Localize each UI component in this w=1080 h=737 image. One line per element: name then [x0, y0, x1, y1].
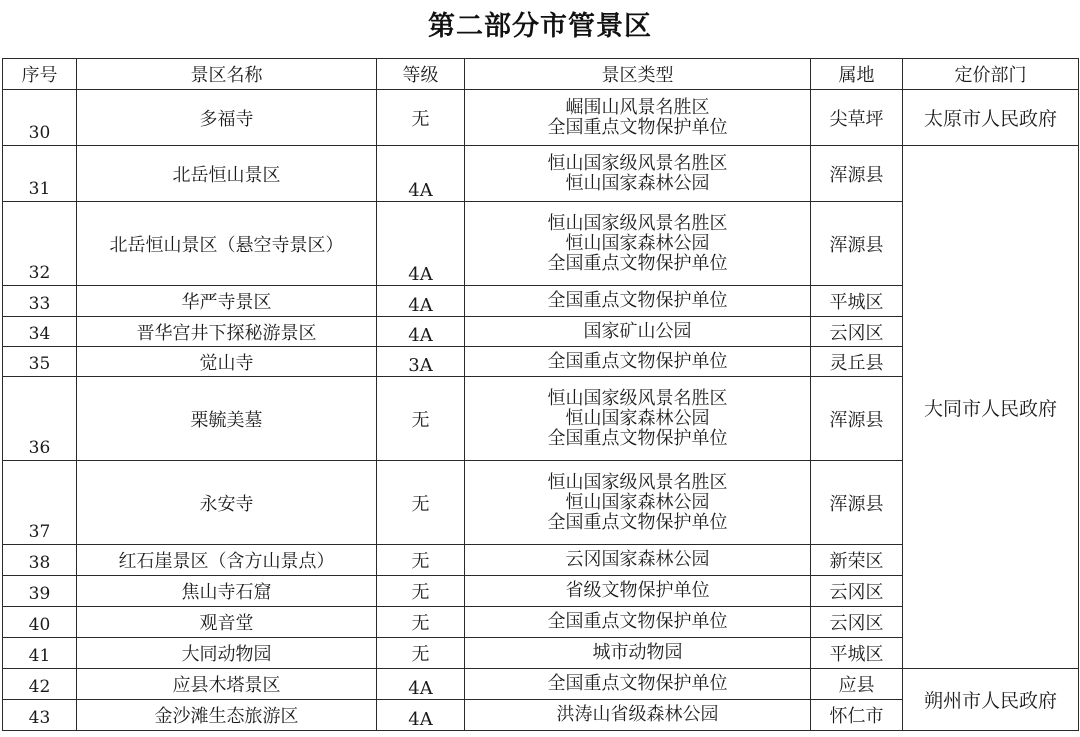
cell-location: 怀仁市 [811, 700, 903, 731]
cell-grade: 4A [377, 317, 465, 347]
scenic-type-line: 恒山国家级风景名胜区 [547, 152, 728, 174]
cell-scenic-name: 金沙滩生态旅游区 [77, 700, 377, 731]
cell-no [3, 347, 77, 377]
cell-scenic-type [465, 700, 811, 731]
cell-no [3, 545, 77, 576]
cell-scenic-type [465, 202, 811, 286]
cell-location: 浑源县 [811, 377, 903, 461]
row-number: 30 [28, 123, 51, 143]
cell-grade: 4A [377, 146, 465, 202]
row-number: 33 [28, 294, 51, 314]
scenic-type-line: 全国重点文物保护单位 [547, 511, 728, 533]
cell-scenic-name: 北岳恒山景区 [77, 146, 377, 202]
cell-scenic-type [465, 576, 811, 607]
header-location: 属地 [811, 59, 903, 90]
cell-location: 应县 [811, 669, 903, 700]
header-name: 景区名称 [77, 59, 377, 90]
cell-location: 云冈区 [811, 576, 903, 607]
cell-scenic-name: 多福寺 [77, 90, 377, 146]
cell-scenic-type [465, 461, 811, 545]
header-grade: 等级 [377, 59, 465, 90]
cell-no [3, 286, 77, 317]
cell-scenic-type [465, 638, 811, 669]
scenic-area-table [2, 58, 1079, 731]
row-number: 31 [28, 179, 51, 199]
scenic-type-line: 全国重点文物保护单位 [547, 116, 728, 138]
cell-scenic-name: 永安寺 [77, 461, 377, 545]
cell-location: 灵丘县 [811, 347, 903, 377]
cell-location: 浑源县 [811, 461, 903, 545]
row-number: 38 [28, 553, 51, 573]
cell-scenic-type [465, 347, 811, 377]
table-row [3, 669, 1079, 700]
cell-scenic-type [465, 286, 811, 317]
cell-grade: 4A [377, 700, 465, 731]
cell-location: 浑源县 [811, 202, 903, 286]
cell-no [3, 638, 77, 669]
row-number: 41 [28, 646, 51, 666]
cell-no [3, 317, 77, 347]
scenic-type-line: 崛围山风景名胜区 [565, 96, 710, 118]
row-number: 40 [28, 615, 51, 635]
cell-scenic-name: 觉山寺 [77, 347, 377, 377]
cell-no [3, 146, 77, 202]
cell-no [3, 202, 77, 286]
cell-location: 平城区 [811, 286, 903, 317]
cell-no [3, 461, 77, 545]
row-number: 32 [28, 263, 51, 283]
scenic-type-line: 洪涛山省级森林公园 [556, 704, 719, 725]
scenic-type-line: 恒山国家级风景名胜区 [547, 212, 728, 234]
scenic-type-line: 全国重点文物保护单位 [547, 290, 728, 311]
cell-grade: 4A [377, 286, 465, 317]
row-number: 36 [28, 438, 51, 458]
cell-pricing-dept: 朔州市人民政府 [903, 669, 1079, 731]
cell-scenic-type [465, 90, 811, 146]
cell-grade: 无 [377, 90, 465, 146]
cell-location: 新荣区 [811, 545, 903, 576]
cell-no [3, 669, 77, 700]
scenic-type-line: 恒山国家森林公园 [565, 232, 710, 254]
cell-no [3, 377, 77, 461]
scenic-type-line: 云冈国家森林公园 [565, 549, 710, 570]
table-row [3, 146, 1079, 202]
cell-no [3, 576, 77, 607]
cell-scenic-type [465, 545, 811, 576]
cell-grade: 无 [377, 377, 465, 461]
cell-grade: 3A [377, 347, 465, 377]
cell-scenic-name: 应县木塔景区 [77, 669, 377, 700]
cell-pricing-dept: 太原市人民政府 [903, 90, 1079, 146]
cell-grade: 无 [377, 638, 465, 669]
cell-scenic-name: 华严寺景区 [77, 286, 377, 317]
row-number: 35 [28, 354, 51, 374]
cell-grade: 无 [377, 576, 465, 607]
cell-scenic-name: 焦山寺石窟 [77, 576, 377, 607]
cell-grade: 无 [377, 607, 465, 638]
cell-scenic-type [465, 669, 811, 700]
scenic-type-line: 全国重点文物保护单位 [547, 350, 728, 372]
scenic-type-line: 国家矿山公园 [583, 320, 692, 342]
row-number: 42 [28, 677, 51, 697]
cell-grade: 4A [377, 669, 465, 700]
table-row [3, 90, 1079, 146]
row-number: 37 [28, 522, 51, 542]
cell-scenic-name: 北岳恒山景区（悬空寺景区） [77, 202, 377, 286]
scenic-type-line: 恒山国家森林公园 [565, 172, 710, 194]
cell-scenic-type [465, 146, 811, 202]
header-no: 序号 [3, 59, 77, 90]
cell-scenic-name: 晋华宫井下探秘游景区 [77, 317, 377, 347]
table-header-row [3, 59, 1079, 90]
page-title: 第二部分市管景区 [428, 11, 652, 42]
cell-location: 云冈区 [811, 607, 903, 638]
scenic-type-line: 恒山国家级风景名胜区 [547, 387, 728, 409]
cell-location: 云冈区 [811, 317, 903, 347]
scenic-type-line: 省级文物保护单位 [565, 580, 710, 601]
row-number: 34 [28, 324, 51, 344]
cell-scenic-name: 红石崖景区（含方山景点） [77, 545, 377, 576]
scenic-type-line: 全国重点文物保护单位 [547, 252, 728, 274]
scenic-type-line: 恒山国家级风景名胜区 [547, 471, 728, 493]
row-number: 39 [28, 584, 51, 604]
cell-scenic-type [465, 607, 811, 638]
cell-grade: 无 [377, 461, 465, 545]
scenic-type-line: 恒山国家森林公园 [565, 407, 710, 429]
cell-no [3, 90, 77, 146]
scenic-type-line: 全国重点文物保护单位 [547, 427, 728, 449]
cell-grade: 4A [377, 202, 465, 286]
scenic-type-line: 全国重点文物保护单位 [547, 611, 728, 632]
cell-location: 尖草坪 [811, 90, 903, 146]
header-type: 景区类型 [465, 59, 811, 90]
cell-location: 浑源县 [811, 146, 903, 202]
cell-scenic-name: 栗毓美墓 [77, 377, 377, 461]
cell-pricing-dept: 大同市人民政府 [903, 146, 1079, 669]
header-dept: 定价部门 [903, 59, 1079, 90]
scenic-type-line: 全国重点文物保护单位 [547, 673, 728, 694]
cell-grade: 无 [377, 545, 465, 576]
cell-scenic-type [465, 377, 811, 461]
cell-no [3, 607, 77, 638]
row-number: 43 [28, 708, 51, 728]
cell-scenic-name: 观音堂 [77, 607, 377, 638]
cell-location: 平城区 [811, 638, 903, 669]
cell-no [3, 700, 77, 731]
cell-scenic-name: 大同动物园 [77, 638, 377, 669]
cell-scenic-type [465, 317, 811, 347]
scenic-type-line: 恒山国家森林公园 [565, 491, 710, 513]
scenic-type-line: 城市动物园 [592, 642, 683, 663]
